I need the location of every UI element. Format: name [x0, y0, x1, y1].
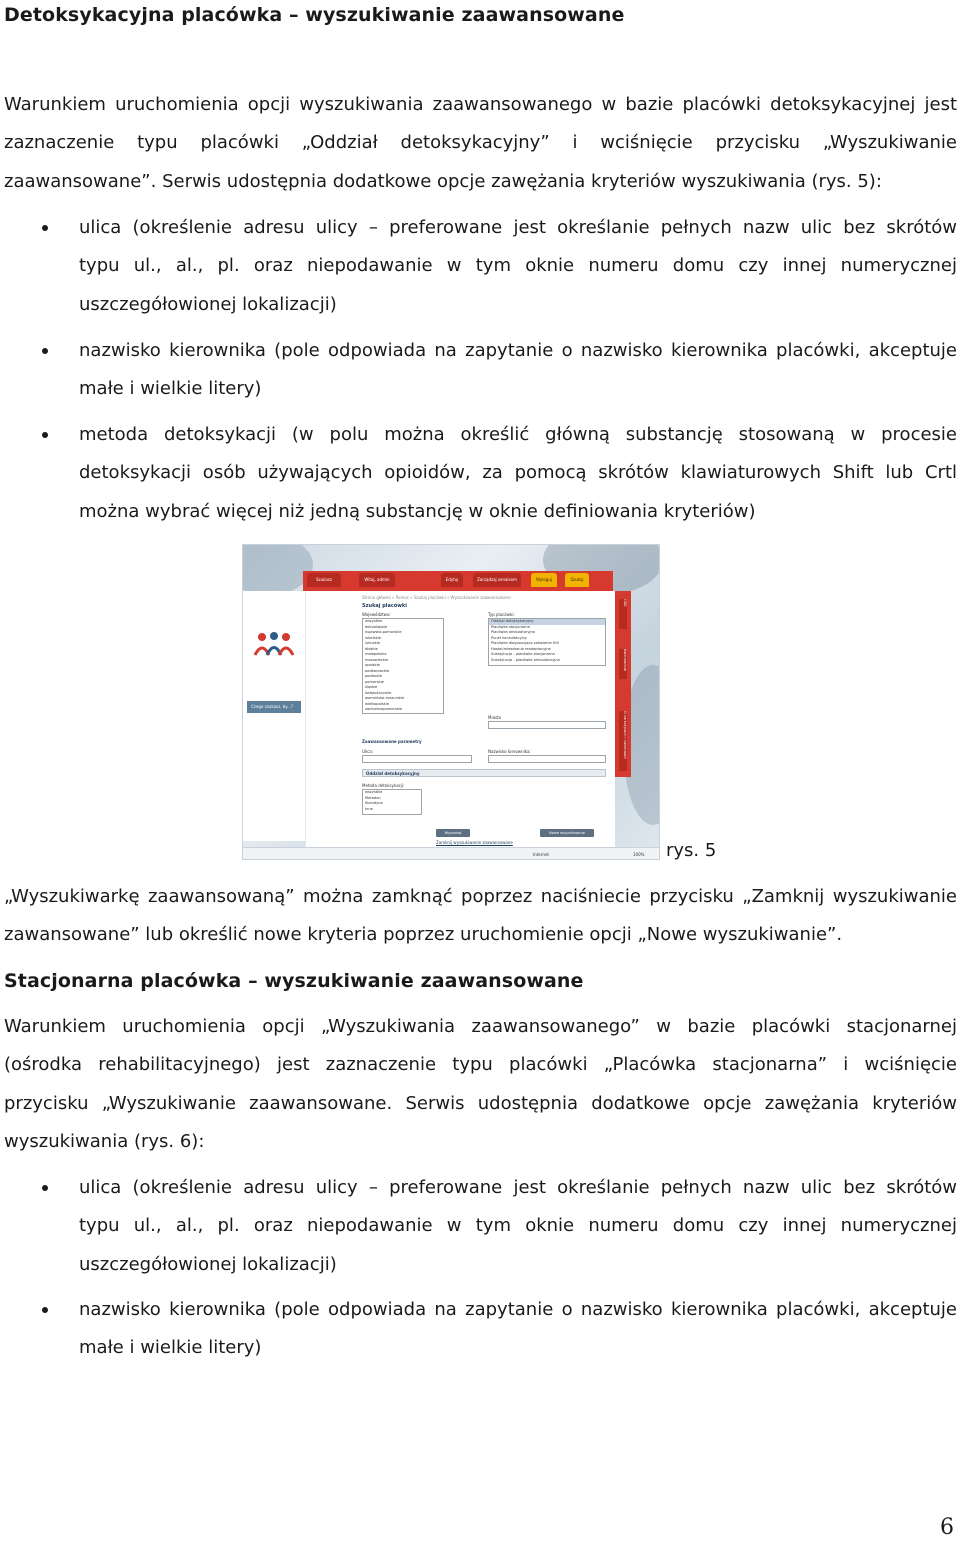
- intro-paragraph-detox: [4, 86, 957, 201]
- type-label: Typ placówki:: [488, 612, 515, 617]
- voivodeship-label: Województwo:: [362, 612, 391, 617]
- nav-tab[interactable]: Witaj, admin: [359, 573, 395, 587]
- nav-tab[interactable]: Edytuj: [441, 573, 463, 587]
- list-item[interactable]: Klonidyna: [365, 801, 383, 805]
- list-item[interactable]: podkarpackie: [365, 668, 390, 673]
- list-item[interactable]: śląskie: [365, 685, 378, 689]
- type-listbox[interactable]: [488, 618, 606, 666]
- list-item[interactable]: opolskie: [365, 663, 380, 667]
- section-heading-detox: Detoksykacyjna placówka – wyszukiwanie zaawansowane: [4, 4, 625, 26]
- list-item[interactable]: Oddział detoksykacyjny: [489, 619, 605, 625]
- advanced-params-heading: Zaawansowane parametry: [362, 739, 422, 744]
- list-item[interactable]: wszystkie: [365, 619, 383, 623]
- text-line: detoksykacji osób używających opioidów, za pomocą skrótów klawiaturowych Shift lub Crtl: [79, 462, 957, 484]
- list-item[interactable]: mazowieckie: [365, 657, 389, 662]
- bullet-dot-icon: [42, 348, 48, 354]
- new-search-button[interactable]: Nowe wyszukiwanie: [540, 829, 594, 837]
- bullet-dot-icon: [42, 432, 48, 438]
- manager-input[interactable]: [488, 755, 606, 763]
- nav-tab[interactable]: Wyloguj: [531, 573, 557, 587]
- list-item[interactable]: Metadon: [365, 795, 381, 800]
- status-zone: Internet: [533, 852, 549, 857]
- list-item[interactable]: warmińsko-mazurskie: [365, 696, 405, 700]
- list-item[interactable]: Placówka stacjonarna: [491, 624, 530, 629]
- voivodeship-listbox[interactable]: [362, 618, 444, 714]
- side-tabs: [615, 591, 631, 777]
- list-item[interactable]: Punkt konsultacyjny: [491, 635, 527, 640]
- bullet-dot-icon: [42, 225, 48, 231]
- text-line: ulica (określenie adresu ulicy – preferowane jest określanie pełnych nazw ulic bez skrótów: [79, 1177, 957, 1198]
- side-tab-label: O narkotykach i narkomanii: [619, 711, 627, 741]
- list-item[interactable]: lubuskie: [365, 641, 380, 645]
- sidebar: [243, 591, 305, 841]
- text-line: typu ul., al., pl. oraz niepodawanie w tym oknie numeru domu czy innej numerycznej: [79, 1215, 957, 1237]
- logo-icon: [253, 631, 295, 659]
- list-item[interactable]: małopolskie: [365, 652, 387, 656]
- list-item[interactable]: Placówka diagnozująca zakażenie HIV: [491, 641, 560, 645]
- method-label: Metoda detoksykacji:: [362, 783, 405, 788]
- nav-tab[interactable]: Szukasz: [307, 573, 341, 587]
- list-item[interactable]: łódzkie: [365, 646, 378, 651]
- list-item[interactable]: podlaskie: [365, 674, 383, 678]
- list-item[interactable]: wszystkie: [365, 790, 383, 794]
- text-line: ulica (określenie adresu ulicy – preferowane jest określanie pełnych nazw ulic bez skrótów: [79, 217, 957, 238]
- text-line: nazwisko kierownika (pole odpowiada na zapytanie o nazwisko kierownika placówki, akceptuje: [79, 340, 957, 361]
- text-line: typu ul., al., pl. oraz niepodawanie w tym oknie numeru domu czy innej numerycznej: [79, 255, 957, 277]
- text-line: wyszukiwania (rys. 6):: [4, 1130, 205, 1152]
- detox-section-header: Oddział detoksykacyjny: [362, 769, 606, 777]
- text-line: małe i wielkie litery): [79, 1337, 262, 1359]
- text-line: można wybrać więcej niż jedną substancję w oknie definiowania kryteriów): [79, 500, 756, 522]
- city-input[interactable]: [488, 721, 606, 729]
- list-item[interactable]: Placówka ambulatoryjna: [491, 630, 535, 634]
- bullet-dot-icon: [42, 1185, 48, 1191]
- bullet-text: [79, 1291, 957, 1368]
- text-line: (ośrodka rehabilitacyjnego) jest zaznaczenie typu placówki „Placówka stacjonarna” i wciśnięcie: [4, 1054, 957, 1076]
- text-line: „Wyszukiwarkę zaawansowaną” można zamknąć poprzez naciśniecie przycisku „Zamknij wyszukiwanie: [4, 886, 957, 907]
- nav-tab[interactable]: Szukaj: [565, 573, 589, 587]
- list-item[interactable]: Substytucja - placówka ambulatoryjna: [491, 657, 560, 662]
- bullet-text: [79, 1169, 957, 1284]
- text-line: uszczegółowionej lokalizacji): [79, 1253, 337, 1275]
- list-item[interactable]: dolnośląskie: [365, 624, 388, 629]
- street-input[interactable]: [362, 755, 472, 763]
- side-tab[interactable]: [619, 649, 627, 679]
- nav-tab[interactable]: Zarządzaj serwisem: [473, 573, 521, 587]
- list-item[interactable]: pomorskie: [365, 679, 384, 684]
- street-label: Ulica:: [362, 749, 374, 754]
- text-line: zaznaczenie typu placówki „Oddział detoksykacyjny” i wciśnięcie przycisku „Wyszukiwanie: [4, 132, 957, 154]
- text-line: Warunkiem uruchomienia opcji wyszukiwania zaawansowanego w bazie placówki detoksykacyjnej jest: [4, 94, 957, 115]
- bullet-text: [79, 416, 957, 531]
- section-heading-stationary: Stacjonarna placówka – wyszukiwanie zaawansowane: [4, 970, 584, 992]
- bullet-text: [79, 332, 957, 409]
- side-tab-label: CBO: [619, 599, 627, 629]
- list-item[interactable]: zachodniopomorskie: [365, 707, 403, 711]
- bullet-text: [79, 209, 957, 324]
- zoom-level[interactable]: 100%: [633, 852, 645, 857]
- intro-paragraph-stationary: [4, 1008, 957, 1161]
- list-item[interactable]: Inne: [365, 806, 373, 811]
- list-item[interactable]: kujawsko-pomorskie: [365, 630, 402, 634]
- text-line: metoda detoksykacji (w polu można określić główną substancję stosowaną w procesie: [79, 424, 957, 445]
- text-line: przycisku „Wyszukiwanie zaawansowane. Serwis udostępnia dodatkowe opcje zawężania kryteriów: [4, 1092, 957, 1114]
- search-form-screenshot: [242, 544, 660, 860]
- list-item[interactable]: świętokrzyskie: [365, 690, 392, 695]
- list-item[interactable]: Substytucja - placówka stacjonarna: [491, 652, 555, 656]
- text-line: małe i wielkie litery): [79, 378, 262, 400]
- page-number: 6: [940, 1515, 954, 1540]
- closing-paragraph-detox: [4, 878, 957, 955]
- nav-bar: [303, 571, 613, 591]
- search-panel: [305, 591, 615, 849]
- text-line: zawansowane” lub określić nowe kryteria poprzez uruchomienie opcji „Nowe wyszukiwanie”.: [4, 924, 843, 946]
- text-line: Warunkiem uruchomienia opcji „Wyszukiwania zaawansowanego” w bazie placówki stacjonarnej: [4, 1016, 957, 1037]
- text-line: zaawansowane”. Serwis udostępnia dodatkowe opcje zawężania kryteriów wyszukiwania (rys. 5):: [4, 170, 882, 192]
- text-line: uszczegółowionej lokalizacji): [79, 293, 337, 315]
- manager-label: Nazwisko kierownika:: [488, 749, 531, 754]
- side-tab[interactable]: [619, 711, 627, 771]
- search-button[interactable]: Wyszukaj: [436, 829, 470, 837]
- list-item[interactable]: Hostel/mieszkania readaptacyjne: [491, 646, 551, 651]
- side-tab[interactable]: [619, 599, 627, 629]
- method-listbox[interactable]: [362, 789, 422, 815]
- close-advanced-link[interactable]: Zamknij wyszukiwanie zaawansowane: [436, 840, 513, 845]
- browser-status-bar: [243, 847, 660, 859]
- city-label: Miasto: [488, 715, 502, 720]
- bullet-dot-icon: [42, 1307, 48, 1313]
- page-title: Szukaj placówki: [362, 603, 407, 609]
- figure-caption: rys. 5: [666, 840, 717, 861]
- side-tab-label: Kalendarium: [619, 649, 627, 679]
- sidebar-search-field[interactable]: Czego szukasz, by...?: [247, 701, 301, 713]
- list-item[interactable]: wielkopolskie: [365, 701, 389, 706]
- list-item[interactable]: lubelskie: [365, 635, 381, 640]
- text-line: nazwisko kierownika (pole odpowiada na zapytanie o nazwisko kierownika placówki, akceptuje: [79, 1299, 957, 1320]
- breadcrumb: Strona główna » Pomoc » Szukaj placówki » Wyszukiwanie zaawansowane: [362, 595, 511, 600]
